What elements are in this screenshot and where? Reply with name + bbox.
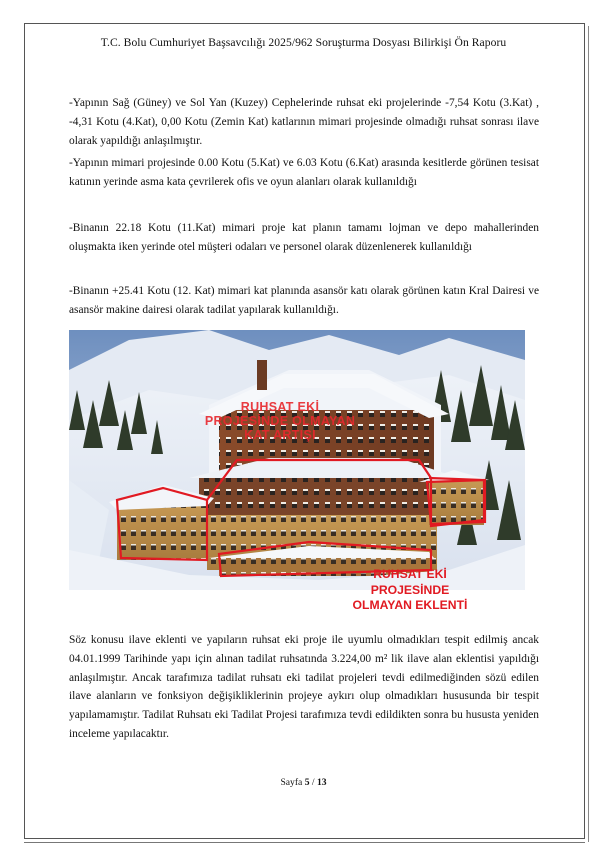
annotation-label-floor-increase (200, 400, 360, 442)
page-border-shadow-bottom (24, 842, 585, 843)
hotel-photo-illustration (69, 330, 525, 590)
document-header: T.C. Bolu Cumhuriyet Başsavcılığı 2025/962 Soruşturma Dosyası Bilirkişi Ön Raporu (100, 36, 507, 49)
page-number (0, 777, 607, 788)
page-number-prefix: Sayfa (280, 777, 305, 788)
paragraph-11th-floor: -Binanın 22.18 Kotu (11.Kat) mimari proje kat planın tamamı lojman ve depo mahallerinden oluşmakta iken yerinde otel müşteri odaları ve personel olarak düzenlenerek kullanıldığı (69, 222, 539, 253)
annotation-label-line: RUHSAT EKİ (373, 567, 447, 581)
paragraph-facade-floors: -Yapının Sağ (Güney) ve Sol Yan (Kuzey) Cephelerinde ruhsat eki projelerinde -7,54 Kotu (3.Kat) , -4,31 Kotu (4.Kat), 0,00 Kotu (Zemin Kat) katlarının mimari projesinde olmadığı ruhsat sonrası ilave olarak yapıldığı anlaşılmıştır. (69, 97, 539, 147)
page-separator: / (309, 777, 317, 788)
page-border-shadow-right (588, 26, 589, 842)
annotation-label-line: OLMAYAN EKLENTİ (352, 598, 468, 612)
paragraph-12th-floor: -Binanın +25.41 Kotu (12. Kat) mimari kat planında asansör katı olarak görünen katın Kral Dairesi ve asansör makine dairesi olarak tadilat yapılarak kullanıldığı. (69, 285, 539, 316)
hotel-photo (69, 330, 525, 590)
annotation-label-line: RUHSAT EKİ (240, 400, 320, 414)
total-pages: 13 (316, 777, 327, 788)
current-page: 5 (304, 777, 310, 788)
annotation-label-extension (330, 567, 490, 614)
annotation-label-line: PROJESİNDE (370, 582, 450, 597)
paragraph-conclusion: Söz konusu ilave eklenti ve yapıların ruhsat eki proje ile uyumlu olmadıkları tespit edilmiş ancak 04.01.1999 Tarihinde yapı için alınan tadilat ruhsatında 3.224,00 m² lik ilave alan eklentisi yapıldığı anlaşılmıştır. Ancak tarafımıza tadilat ruhsatı eki tadilat projeleri tevdi edilmediğinden sözü edilen ilave alanların ve fonksiyon değişikliklerinin projeye aykırı olup olmadıkları hususunda bir tespit yapılamamıştır. Tadilat Ruhsatı eki Tadilat Projesi tarafımıza tevdi edildikten sonra bu hususta yeniden inceleme yapılacaktır. (69, 634, 539, 740)
paragraph-mezzanine: -Yapının mimari projesinde 0.00 Kotu (5.Kat) ve 6.03 Kotu (6.Kat) arasında kesitlerde görünen tesisat katının yerinde asma kata çevrilerek ofis ve oyun alanları olarak kullanıldığı (69, 157, 539, 188)
annotation-label-line: PROJESİNDE OLMAYAN (204, 414, 356, 428)
annotation-label-line: KAT ARTIŞI (244, 428, 316, 442)
